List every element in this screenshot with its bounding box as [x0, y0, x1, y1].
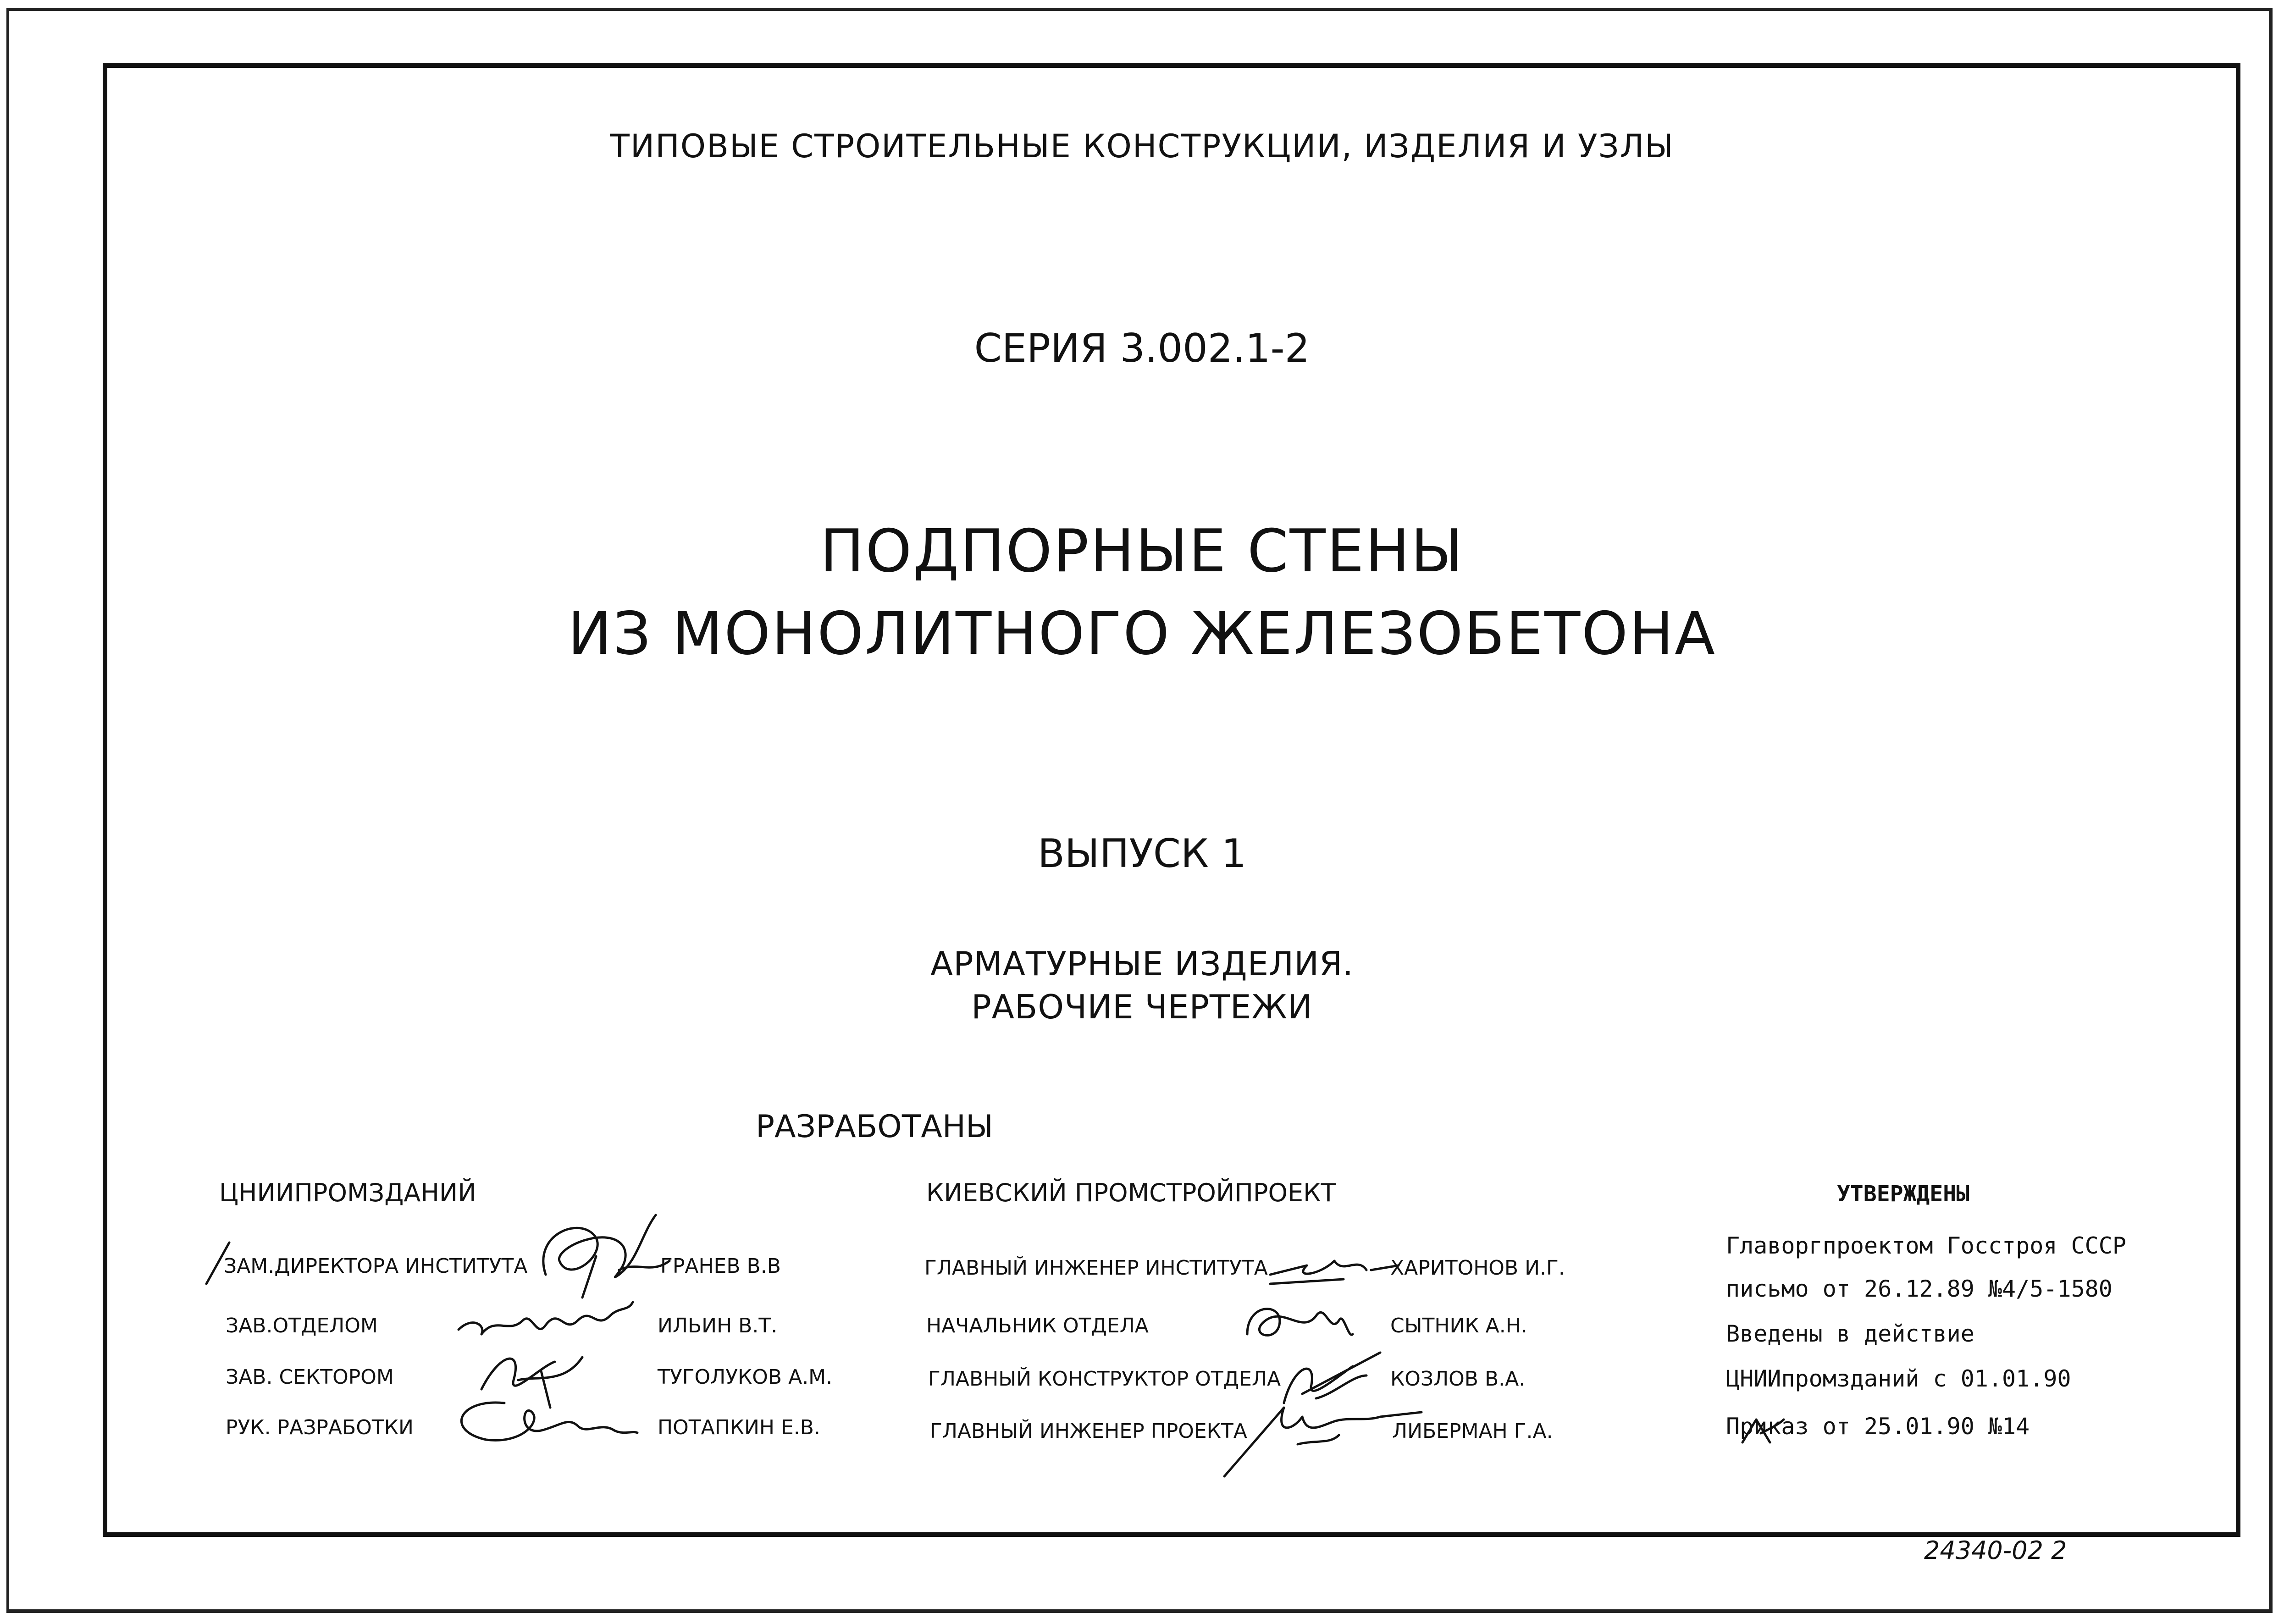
org-left-person-3: ТУГОЛУКОВ А.М.: [658, 1365, 833, 1389]
document-number: 24340-02 2: [1924, 1536, 2067, 1565]
org-right-position-1: ГЛАВНЫЙ ИНЖЕНЕР ИНСТИТУТА: [924, 1256, 1268, 1280]
signature-kharitonov: [1266, 1247, 1403, 1288]
org-left-position-1: ЗАМ.ДИРЕКТОРА ИНСТИТУТА: [224, 1254, 528, 1278]
org-right-person-1: ХАРИТОНОВ И.Г.: [1390, 1256, 1565, 1280]
org-right-position-4: ГЛАВНЫЙ ИНЖЕНЕР ПРОЕКТА: [930, 1420, 1247, 1443]
approval-line-4: ЦНИИпромзданий с 01.01.90: [1726, 1365, 2071, 1392]
issue-number: ВЫПУСК 1: [1037, 831, 1247, 877]
signature-mark-left: [202, 1238, 243, 1288]
org-left-position-3: ЗАВ. СЕКТОРОМ: [226, 1365, 394, 1389]
org-left-position-4: РУК. РАЗРАБОТКИ: [226, 1416, 414, 1439]
org-right-person-4: ЛИБЕРМАН Г.А.: [1392, 1420, 1553, 1443]
approval-line-1: Главоргпроектом Госстроя СССР: [1726, 1232, 2126, 1259]
signature-granev: [527, 1206, 674, 1307]
subtitle-line-2: РАБОЧИЕ ЧЕРТЕЖИ: [971, 988, 1313, 1026]
org-left-person-4: ПОТАПКИН Е.В.: [658, 1416, 820, 1439]
approval-line-5: Приказ от 25.01.90 №14: [1726, 1413, 2030, 1440]
series-code: СЕРИЯ 3.002.1-2: [974, 326, 1310, 371]
signature-approval-order: [1738, 1415, 1788, 1447]
org-right-name: КИЕВСКИЙ ПРОМСТРОЙПРОЕКТ: [926, 1178, 1336, 1207]
org-left-person-2: ИЛЬИН В.Т.: [658, 1314, 778, 1337]
org-left-position-2: ЗАВ.ОТДЕЛОМ: [226, 1314, 378, 1337]
signature-liberman: [1215, 1394, 1426, 1481]
signature-potapkin: [449, 1394, 642, 1449]
approval-line-2: письмо от 26.12.89 №4/5-1580: [1726, 1276, 2113, 1302]
org-right-person-3: КОЗЛОВ В.А.: [1390, 1367, 1526, 1391]
developed-label: РАЗРАБОТАНЫ: [756, 1109, 994, 1145]
approval-line-3: Введены в действие: [1726, 1320, 1974, 1347]
org-left-person-1: ГРАНЕВ В.В: [660, 1254, 781, 1278]
series-heading: ТИПОВЫЕ СТРОИТЕЛЬНЫЕ КОНСТРУКЦИИ, ИЗДЕЛИЯ И УЗЛЫ: [610, 127, 1674, 165]
org-right-position-2: НАЧАЛЬНИК ОТДЕЛА: [926, 1314, 1149, 1337]
main-title-line-1: ПОДПОРНЫЕ СТЕНЫ: [820, 517, 1464, 586]
org-left-name: ЦНИИПРОМЗДАНИЙ: [219, 1178, 476, 1207]
org-right-position-3: ГЛАВНЫЙ КОНСТРУКТОР ОТДЕЛА: [928, 1367, 1281, 1391]
sheet-inner-frame: [103, 63, 2240, 1537]
main-title-line-2: ИЗ МОНОЛИТНОГО ЖЕЛЕЗОБЕТОНА: [568, 600, 1716, 668]
subtitle-line-1: АРМАТУРНЫЕ ИЗДЕЛИЯ.: [930, 945, 1354, 983]
approval-heading: УТВЕРЖДЕНЫ: [1837, 1181, 1969, 1207]
org-right-person-2: СЫТНИК А.Н.: [1390, 1314, 1527, 1337]
signature-sytnik: [1238, 1293, 1357, 1348]
